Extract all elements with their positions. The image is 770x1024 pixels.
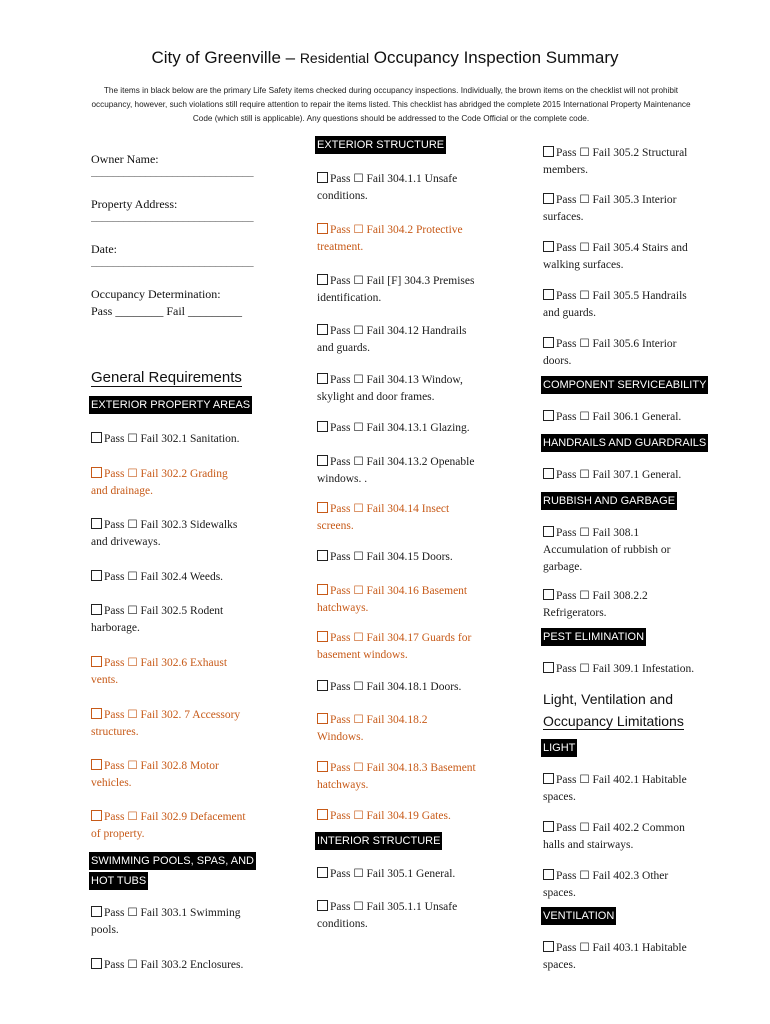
checklist-item-304-13-1[interactable]: Pass ☐ Fail 304.13.1 Glazing. <box>317 420 470 437</box>
pass-checkbox[interactable] <box>543 289 554 300</box>
pass-checkbox[interactable] <box>543 193 554 204</box>
pass-checkbox[interactable] <box>317 421 328 432</box>
checklist-item-305-4[interactable]: Pass ☐ Fail 305.4 Stairs and walking surfaces. <box>543 242 688 271</box>
pass-checkbox[interactable] <box>317 900 328 911</box>
checklist-item-302-8[interactable]: Pass ☐ Fail 302.8 Motor vehicles. <box>91 760 219 789</box>
general-requirements-heading: General Requirements <box>91 369 242 386</box>
pass-checkbox[interactable] <box>91 759 102 770</box>
pass-checkbox[interactable] <box>317 584 328 595</box>
checklist-item-304-2[interactable]: Pass ☐ Fail 304.2 Protective treatment. <box>317 224 463 253</box>
checklist-item-302-7[interactable]: Pass ☐ Fail 302. 7 Accessory structures. <box>91 709 241 738</box>
checklist-item-304-18-2[interactable]: Pass ☐ Fail 304.18.2 Windows. <box>317 714 428 743</box>
pass-checkbox[interactable] <box>317 223 328 234</box>
property-address-field[interactable]: ______________________________ <box>91 214 254 225</box>
pass-checkbox[interactable] <box>543 941 554 952</box>
pass-checkbox[interactable] <box>91 708 102 719</box>
section-component-serviceability: COMPONENT SERVICEABILITY <box>541 376 708 394</box>
checklist-item-308-2-2[interactable]: Pass ☐ Fail 308.2.2 Refrigerators. <box>543 590 648 619</box>
pass-checkbox[interactable] <box>91 958 102 969</box>
pass-checkbox[interactable] <box>543 662 554 673</box>
date-label: Date: <box>91 242 117 256</box>
pass-checkbox[interactable] <box>91 570 102 581</box>
pass-checkbox[interactable] <box>317 455 328 466</box>
checklist-item-402-1[interactable]: Pass ☐ Fail 402.1 Habitable spaces. <box>543 774 687 803</box>
light-ventilation-heading: Light, Ventilation and Occupancy Limitations <box>543 691 684 729</box>
pass-checkbox[interactable] <box>91 432 102 443</box>
checklist-item-309-1[interactable]: Pass ☐ Fail 309.1 Infestation. <box>543 661 694 678</box>
owner-form <box>91 152 271 319</box>
occupancy-determination-label: Occupancy Determination: <box>91 287 221 301</box>
checklist-item-304-17[interactable]: Pass ☐ Fail 304.17 Guards for basement windows. <box>317 632 472 661</box>
checklist-item-304-18-3[interactable]: Pass ☐ Fail 304.18.3 Basement hatchways. <box>317 762 476 791</box>
checklist-item-304-15[interactable]: Pass ☐ Fail 304.15 Doors. <box>317 549 453 566</box>
checklist-item-304-1-1[interactable]: Pass ☐ Fail 304.1.1 Unsafe conditions. <box>317 173 458 202</box>
checklist-item-302-2[interactable]: Pass ☐ Fail 302.2 Grading and drainage. <box>91 468 228 497</box>
pass-checkbox[interactable] <box>317 324 328 335</box>
owner-name-field[interactable]: ______________________________ <box>91 169 254 180</box>
pass-checkbox[interactable] <box>543 468 554 479</box>
section-swimming-pools: SWIMMING POOLS, SPAS, AND <box>89 852 256 870</box>
checklist-item-302-1[interactable]: Pass ☐ Fail 302.1 Sanitation. <box>91 431 240 448</box>
pass-checkbox[interactable] <box>317 172 328 183</box>
pass-checkbox[interactable] <box>91 518 102 529</box>
intro-paragraph: The items in black below are the primary Life Safety items checked during occupancy inspections. Individually, the brown items on the checklist will not prohibit occupancy, however, such violations still require attention to repair the items listed. This checklist has abridged the complete 2015 International Property Maintenance Code (which still is applicable). Any questions should be addressed to the Code Official or the complete code. <box>91 86 691 123</box>
pass-checkbox[interactable] <box>317 631 328 642</box>
checklist-item-305-6[interactable]: Pass ☐ Fail 305.6 Interior doors. <box>543 338 677 367</box>
checklist-item-305-3[interactable]: Pass ☐ Fail 305.3 Interior surfaces. <box>543 194 677 223</box>
checklist-item-304-12[interactable]: Pass ☐ Fail 304.12 Handrails and guards. <box>317 325 467 354</box>
pass-checkbox[interactable] <box>543 337 554 348</box>
checklist-item-304-19[interactable]: Pass ☐ Fail 304.19 Gates. <box>317 808 451 825</box>
checklist-item-305-2[interactable]: Pass ☐ Fail 305.2 Structural members. <box>543 147 688 176</box>
checklist-item-303-2[interactable]: Pass ☐ Fail 303.2 Enclosures. <box>91 957 243 974</box>
checklist-item-305-5[interactable]: Pass ☐ Fail 305.5 Handrails and guards. <box>543 290 687 319</box>
pass-checkbox[interactable] <box>91 604 102 615</box>
section-handrails-guardrails: HANDRAILS AND GUARDRAILS <box>541 434 708 452</box>
checklist-item-302-6[interactable]: Pass ☐ Fail 302.6 Exhaust vents. <box>91 657 228 686</box>
checklist-item-304-3[interactable]: Pass ☐ Fail [F] 304.3 Premises identification. <box>317 275 475 304</box>
pass-checkbox[interactable] <box>91 810 102 821</box>
checklist-item-402-2[interactable]: Pass ☐ Fail 402.2 Common halls and stairways. <box>543 822 685 851</box>
checklist-item-403-1[interactable]: Pass ☐ Fail 403.1 Habitable spaces. <box>543 942 687 971</box>
section-interior-structure: INTERIOR STRUCTURE <box>315 832 442 850</box>
checklist-item-304-16[interactable]: Pass ☐ Fail 304.16 Basement hatchways. <box>317 585 468 614</box>
property-address-label: Property Address: <box>91 197 178 211</box>
checklist-item-302-3[interactable]: Pass ☐ Fail 302.3 Sidewalks and driveways. <box>91 519 238 548</box>
pass-checkbox[interactable] <box>91 906 102 917</box>
pass-checkbox[interactable] <box>317 274 328 285</box>
checklist-item-304-13[interactable]: Pass ☐ Fail 304.13 Window, skylight and door frames. <box>317 374 463 403</box>
checklist-item-303-1[interactable]: Pass ☐ Fail 303.1 Swimming pools. <box>91 907 241 936</box>
pass-checkbox[interactable] <box>317 550 328 561</box>
owner-name-label: Owner Name: <box>91 152 159 166</box>
occupancy-pass-fail-field[interactable]: Pass ________ Fail _________ <box>91 304 243 318</box>
section-hot-tubs: HOT TUBS <box>89 872 148 890</box>
pass-checkbox[interactable] <box>317 680 328 691</box>
checklist-item-305-1[interactable]: Pass ☐ Fail 305.1 General. <box>317 866 455 883</box>
checklist-item-305-1-1[interactable]: Pass ☐ Fail 305.1.1 Unsafe conditions. <box>317 901 458 930</box>
checklist-item-302-9[interactable]: Pass ☐ Fail 302.9 Defacement of property. <box>91 811 246 840</box>
pass-checkbox[interactable] <box>317 809 328 820</box>
checklist-item-308-1[interactable]: Pass ☐ Fail 308.1 Accumulation of rubbish or garbage. <box>543 527 671 573</box>
section-rubbish-garbage: RUBBISH AND GARBAGE <box>541 492 677 510</box>
checklist-item-402-3[interactable]: Pass ☐ Fail 402.3 Other spaces. <box>543 870 669 899</box>
pass-checkbox[interactable] <box>317 502 328 513</box>
checklist-item-304-14[interactable]: Pass ☐ Fail 304.14 Insect screens. <box>317 503 450 532</box>
pass-checkbox[interactable] <box>543 526 554 537</box>
pass-checkbox[interactable] <box>543 589 554 600</box>
section-ventilation: VENTILATION <box>541 907 616 925</box>
pass-checkbox[interactable] <box>543 821 554 832</box>
pass-checkbox[interactable] <box>543 773 554 784</box>
section-exterior-structure: EXTERIOR STRUCTURE <box>315 136 446 154</box>
pass-checkbox[interactable] <box>317 713 328 724</box>
pass-checkbox[interactable] <box>543 146 554 157</box>
pass-checkbox[interactable] <box>543 410 554 421</box>
section-pest-elimination: PEST ELIMINATION <box>541 628 646 646</box>
pass-checkbox[interactable] <box>91 467 102 478</box>
section-exterior-property-areas: EXTERIOR PROPERTY AREAS <box>89 396 252 414</box>
date-field[interactable]: ______________________________ <box>91 259 254 270</box>
section-light: LIGHT <box>541 739 577 757</box>
pass-checkbox[interactable] <box>317 867 328 878</box>
checklist-item-306-1[interactable]: Pass ☐ Fail 306.1 General. <box>543 409 681 426</box>
pass-checkbox[interactable] <box>91 656 102 667</box>
checklist-item-302-5[interactable]: Pass ☐ Fail 302.5 Rodent harborage. <box>91 605 224 634</box>
document-title: City of Greenville – Residential Occupancy Inspection Summary <box>151 48 619 67</box>
checklist-item-307-1[interactable]: Pass ☐ Fail 307.1 General. <box>543 467 681 484</box>
pass-checkbox[interactable] <box>317 761 328 772</box>
checklist-item-302-4[interactable]: Pass ☐ Fail 302.4 Weeds. <box>91 569 223 586</box>
checklist-item-304-13-2[interactable]: Pass ☐ Fail 304.13.2 Openable windows. . <box>317 456 475 485</box>
pass-checkbox[interactable] <box>543 241 554 252</box>
pass-checkbox[interactable] <box>543 869 554 880</box>
checklist-item-304-18-1[interactable]: Pass ☐ Fail 304.18.1 Doors. <box>317 679 461 696</box>
pass-checkbox[interactable] <box>317 373 328 384</box>
